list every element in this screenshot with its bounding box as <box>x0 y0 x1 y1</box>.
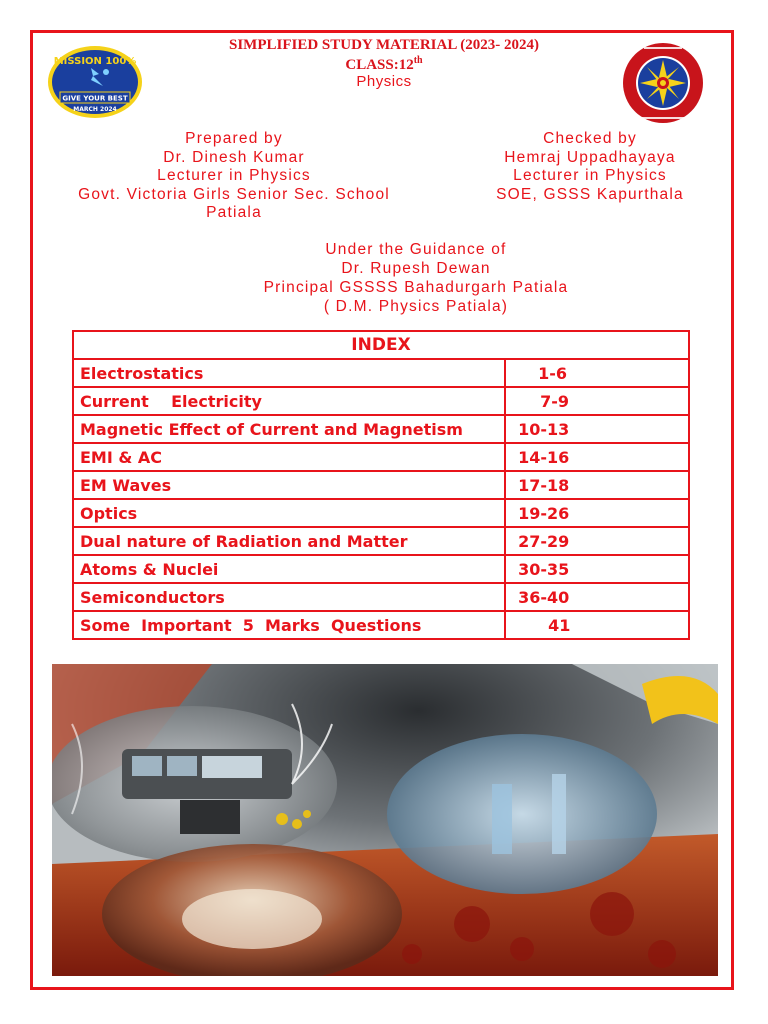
index-topic: Magnetic Effect of Current and Magnetism <box>73 415 505 443</box>
index-pages-value: 36-40 <box>518 587 570 607</box>
prepared-by-name: Dr. Dinesh Kumar <box>163 148 305 166</box>
logo-left-line1: MISSION 100% <box>53 56 137 67</box>
index-topic: Semiconductors <box>73 583 505 611</box>
index-row <box>73 555 689 583</box>
guidance-designation: Principal GSSSS Bahadurgarh Patiala <box>263 279 569 296</box>
subject: Physics <box>356 73 412 90</box>
index-topic: Dual nature of Radiation and Matter <box>73 527 505 555</box>
prepared-by-designation: Lecturer in Physics <box>157 167 311 184</box>
guidance-role: ( D.M. Physics Patiala) <box>323 298 509 315</box>
index-pages <box>505 499 689 527</box>
prepared-by-institution: Govt. Victoria Girls Senior Sec. School <box>78 185 390 203</box>
index-topic: EMI & AC <box>73 443 505 471</box>
index-pages-value: 41 <box>548 615 571 635</box>
index-pages <box>505 471 689 499</box>
index-table <box>72 330 690 640</box>
index-row <box>73 583 689 611</box>
index-pages <box>505 527 689 555</box>
index-pages <box>505 443 689 471</box>
checked-by-institution: SOE, GSSS Kapurthala <box>496 185 684 203</box>
index-pages <box>505 583 689 611</box>
index-pages-value: 7-9 <box>540 391 569 411</box>
class-suffix: th <box>413 55 423 66</box>
index-heading: INDEX <box>73 331 689 359</box>
logo-left-line2: GIVE YOUR BEST <box>62 94 128 103</box>
index-pages <box>505 415 689 443</box>
index-topic: Some Important 5 Marks Questions <box>73 611 505 639</box>
index-pages-value: 14-16 <box>518 447 570 467</box>
index-topic: Electrostatics <box>73 359 505 387</box>
checked-by-block <box>470 130 710 204</box>
prepared-by-block <box>58 130 410 223</box>
checked-by-label: Checked by <box>543 130 637 147</box>
index-pages <box>505 611 689 639</box>
class-line <box>0 55 768 74</box>
index-pages <box>505 387 689 415</box>
index-topic: Current Electricity <box>73 387 505 415</box>
index-row <box>73 443 689 471</box>
prepared-by-city: Patiala <box>206 204 262 221</box>
index-pages-value: 19-26 <box>518 503 570 523</box>
index-row <box>73 611 689 639</box>
index-topic: EM Waves <box>73 471 505 499</box>
index-topic: Atoms & Nuclei <box>73 555 505 583</box>
guidance-block <box>200 240 632 316</box>
logo-left-line3: MARCH 2024 <box>73 106 117 113</box>
index-topic: Optics <box>73 499 505 527</box>
index-header-row <box>73 331 689 359</box>
index-pages-value: 17-18 <box>518 475 570 495</box>
index-pages-value: 1-6 <box>538 363 567 383</box>
physics-collage-image <box>52 664 718 976</box>
guidance-label: Under the Guidance of <box>325 241 507 258</box>
index-pages-value: 30-35 <box>518 559 570 579</box>
index-row <box>73 415 689 443</box>
index-pages <box>505 555 689 583</box>
index-pages <box>505 359 689 387</box>
prepared-by-label: Prepared by <box>185 130 283 147</box>
index-pages-value: 27-29 <box>518 531 570 551</box>
index-row <box>73 471 689 499</box>
index-row <box>73 359 689 387</box>
index-pages-value: 10-13 <box>518 419 570 439</box>
class-value: 12 <box>398 57 414 73</box>
guidance-name: Dr. Rupesh Dewan <box>341 260 491 277</box>
document-title: SIMPLIFIED STUDY MATERIAL (2023- 2024) <box>228 37 540 53</box>
index-row <box>73 499 689 527</box>
checked-by-designation: Lecturer in Physics <box>513 167 667 184</box>
class-prefix: CLASS: <box>345 57 399 73</box>
index-row <box>73 527 689 555</box>
checked-by-name: Hemraj Uppadhayaya <box>504 148 676 166</box>
index-row <box>73 387 689 415</box>
